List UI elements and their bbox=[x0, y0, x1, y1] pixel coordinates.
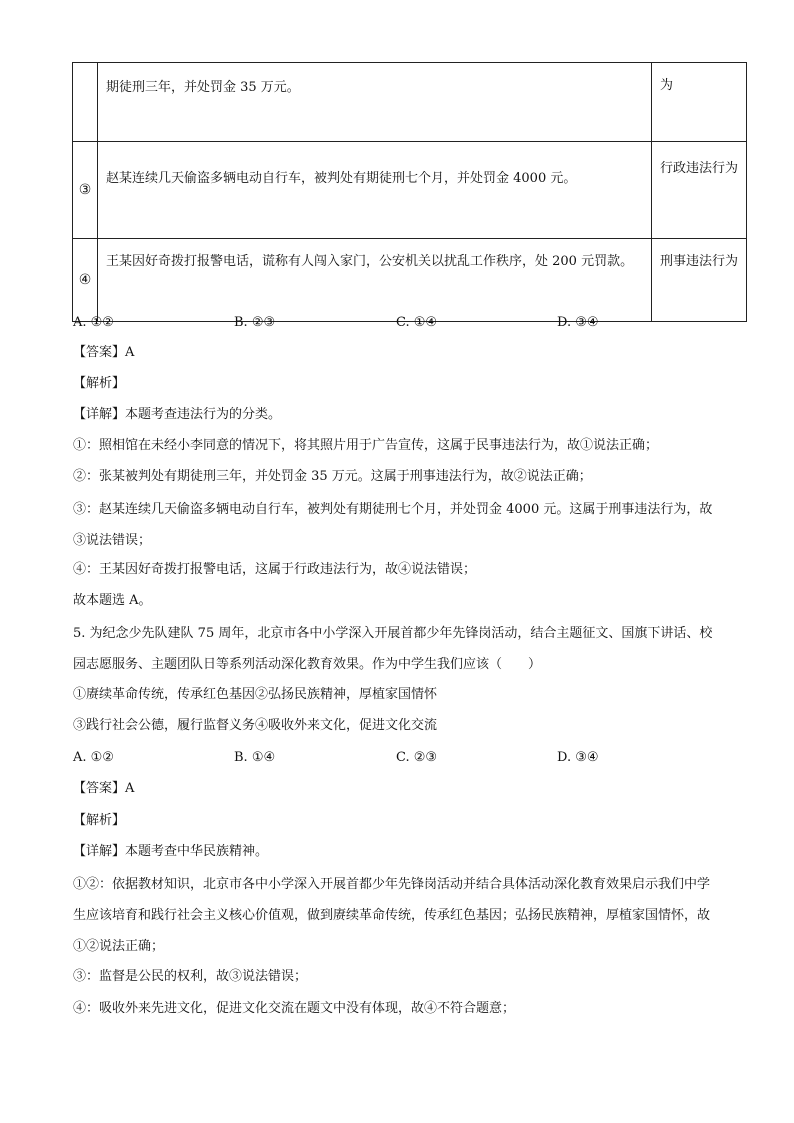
table-row bbox=[73, 239, 747, 322]
q5-choices-line-1: ①赓续革命传统，传承红色基因②弘扬民族精神，厚植家国情怀 bbox=[73, 687, 438, 702]
q4-point-2: ②：张某被判处有期徒刑三年，并处罚金 35 万元。这属于刑事违法行为，故②说法正确； bbox=[73, 469, 592, 484]
q4-option-c: C. ①④ bbox=[396, 315, 438, 330]
q5-point-2: ③：监督是公民的权利，故③说法错误； bbox=[73, 969, 308, 984]
row-type: 行政违法行为 bbox=[652, 142, 747, 239]
q4-option-a: A. ①② bbox=[73, 315, 114, 330]
q4-conclusion: 故本题选 A。 bbox=[73, 593, 152, 608]
q5-option-b: B. ①④ bbox=[234, 750, 276, 765]
q5-point-3: ④：吸收外来先进文化，促进文化交流在题文中没有体现，故④不符合题意； bbox=[73, 1001, 516, 1016]
table-row bbox=[73, 63, 747, 142]
row-type: 为 bbox=[652, 63, 747, 142]
q4-analysis-heading: 【解析】 bbox=[73, 376, 126, 391]
row-number: ④ bbox=[73, 239, 98, 322]
q5-choices-line-2: ③践行社会公德，履行监督义务④吸收外来文化，促进文化交流 bbox=[73, 718, 438, 733]
row-number: ③ bbox=[73, 142, 98, 239]
q5-option-d: D. ③④ bbox=[557, 750, 599, 765]
q4-point-3: ③：赵某连续几天偷盗多辆电动自行车，被判处有期徒刑七个月，并处罚金 4000 元。这属于刑事违法行为，故③说法错误； bbox=[73, 502, 713, 548]
q5-option-c: C. ②③ bbox=[396, 750, 438, 765]
row-description: 赵某连续几天偷盗多辆电动自行车，被判处有期徒刑七个月，并处罚金 4000 元。 bbox=[98, 142, 652, 239]
q5-answer: 【答案】A bbox=[73, 781, 135, 796]
violation-table bbox=[72, 62, 747, 322]
row-number bbox=[73, 63, 98, 142]
q4-answer: 【答案】A bbox=[73, 345, 135, 360]
q5-point-1: ①②：依据教材知识，北京市各中小学深入开展首都少年先锋岗活动并结合具体活动深化教育效果启示我们中学生应该培育和践行社会主义核心价值观，做到赓续革命传统，传承红色基因；弘扬民族精神，厚植家国情怀，故①②说法正确； bbox=[73, 877, 711, 954]
q5-stem: 5. 为纪念少先队建队 75 周年，北京市各中小学深入开展首都少年先锋岗活动，结合主题征文、国旗下讲话、校园志愿服务、主题团队日等系列活动深化教育效果。作为中学生我们应该（ ） bbox=[73, 626, 713, 672]
q5-detail: 【详解】本题考查中华民族精神。 bbox=[73, 844, 269, 859]
row-description: 期徒刑三年，并处罚金 35 万元。 bbox=[98, 63, 652, 142]
q4-option-d: D. ③④ bbox=[557, 315, 599, 330]
q4-detail: 【详解】本题考查违法行为的分类。 bbox=[73, 407, 282, 422]
row-type: 刑事违法行为 bbox=[652, 239, 747, 322]
q4-option-b: B. ②③ bbox=[234, 315, 276, 330]
row-description: 王某因好奇拨打报警电话，谎称有人闯入家门，公安机关以扰乱工作秩序，处 200 元罚款。 bbox=[98, 239, 652, 322]
table-row bbox=[73, 142, 747, 239]
q4-point-1: ①：照相馆在未经小李同意的情况下，将其照片用于广告宣传，这属于民事违法行为，故①说法正确； bbox=[73, 438, 659, 453]
q5-analysis-heading: 【解析】 bbox=[73, 813, 126, 828]
q5-option-a: A. ①② bbox=[73, 750, 114, 765]
q4-point-4: ④：王某因好奇拨打报警电话，这属于行政违法行为，故④说法错误； bbox=[73, 562, 477, 577]
